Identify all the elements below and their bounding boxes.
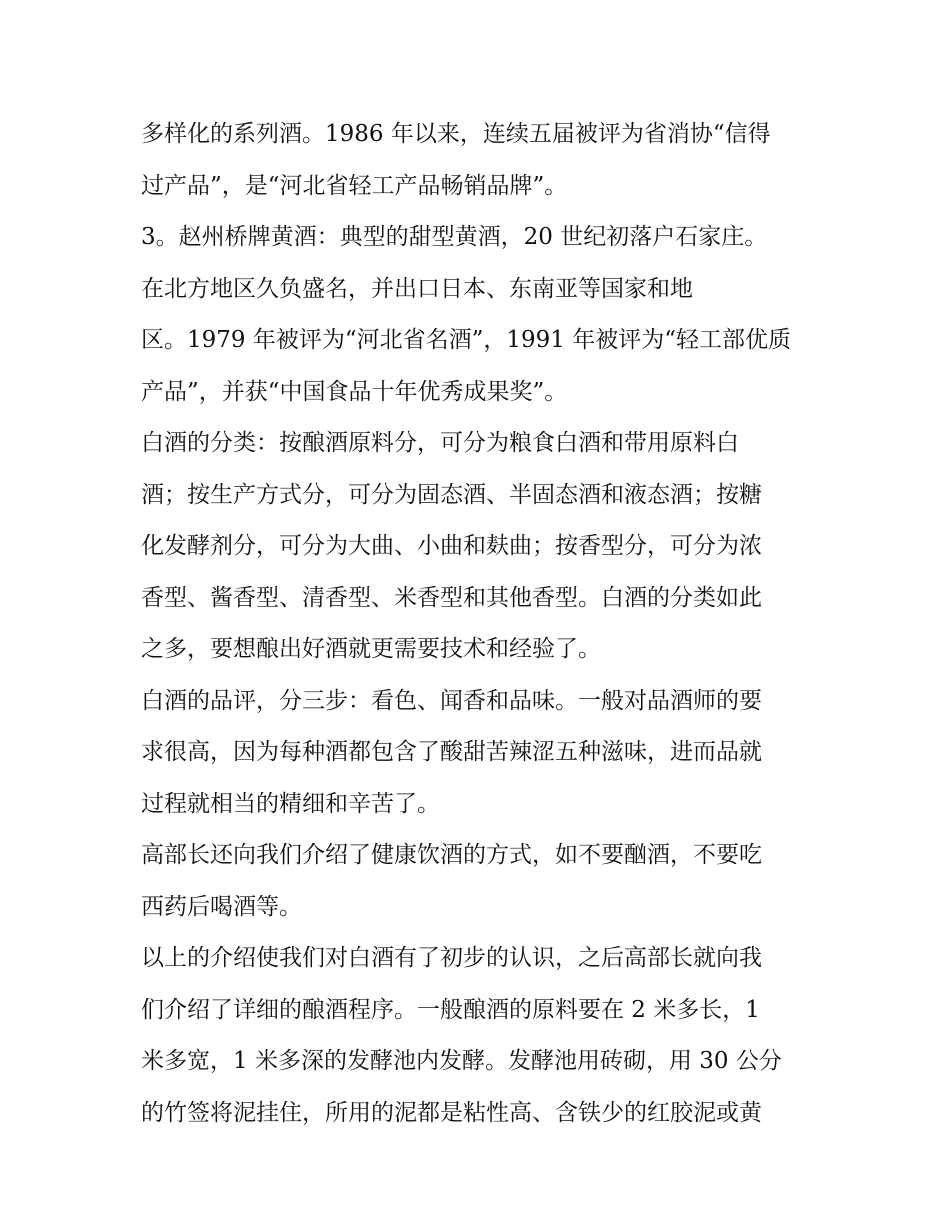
text-line: 区。1979 年被评为“河北省名酒”，1991 年被评为“轻工部优质	[141, 327, 791, 353]
text-line: 过程就相当的精细和辛苦了。	[141, 790, 440, 817]
text-line: 的竹签将泥挂住，所用的泥都是粘性高、含铁少的红胶泥或黄	[141, 1099, 762, 1126]
text-line: 多样化的系列酒。1986 年以来，连续五届被评为省消协“信得	[141, 121, 771, 147]
text-line: 产品”，并获“中国食品十年优秀成果奖”。	[141, 378, 568, 405]
text-line: 酒；按生产方式分，可分为固态酒、半固态酒和液态酒；按糖	[141, 481, 762, 508]
text-line: 高部长还向我们介绍了健康饮酒的方式，如不要酗酒，不要吃	[141, 842, 762, 868]
text-line: 白酒的品评，分三步：看色、闻香和品味。一般对品酒师的要	[141, 687, 762, 714]
text-line: 白酒的分类：按酿酒原料分，可分为粮食白酒和带用原料白	[141, 430, 739, 456]
text-line: 求很高，因为每种酒都包含了酸甜苦辣涩五种滋味，进而品就	[141, 739, 762, 765]
text-line: 之多，要想酿出好酒就更需要技术和经验了。	[141, 636, 601, 662]
text-line: 3。赵州桥牌黄酒：典型的甜型黄酒，20 世纪初落户石家庄。	[141, 224, 768, 250]
text-line: 以上的介绍使我们对白酒有了初步的认识，之后高部长就向我	[141, 945, 762, 971]
text-line: 在北方地区久负盛名，并出口日本、东南亚等国家和地	[141, 275, 693, 302]
text-line: 米多宽，1 米多深的发酵池内发酵。发酵池用砖砌，用 30 公分	[141, 1048, 782, 1074]
text-line: 们介绍了详细的酿酒程序。一般酿酒的原料要在 2 米多长，1	[141, 996, 760, 1023]
text-line: 过产品”，是“河北省轻工产品畅销品牌”。	[141, 172, 568, 199]
text-line: 香型、酱香型、清香型、米香型和其他香型。白酒的分类如此	[141, 584, 762, 611]
text-line: 西药后喝酒等。	[141, 893, 302, 920]
body-text	[141, 109, 821, 1139]
text-line: 化发酵剂分，可分为大曲、小曲和麸曲；按香型分，可分为浓	[141, 533, 762, 559]
